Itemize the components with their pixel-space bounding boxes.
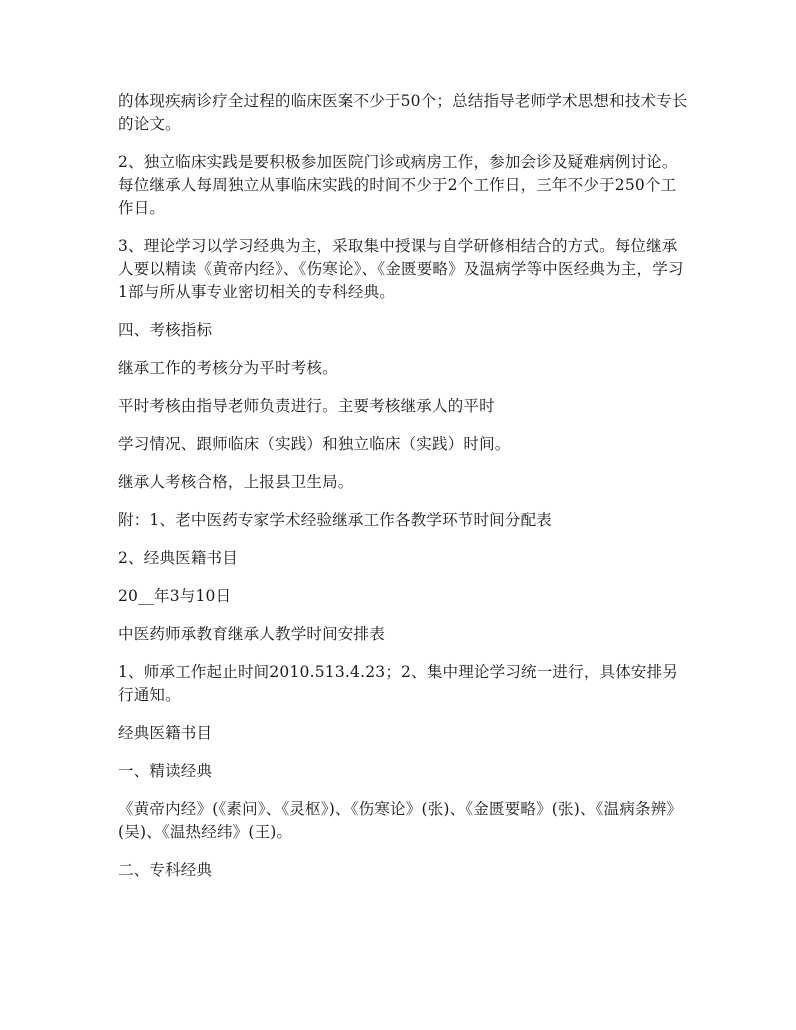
paragraph-case-records: 的体现疾病诊疗全过程的临床医案不少于50个；总结指导老师学术思想和技术专长的论文。 bbox=[118, 92, 688, 133]
paragraph-independent-practice: 2、独立临床实践是要积极参加医院门诊或病房工作，参加会诊及疑难病例讨论。每位继承人每周独立从事临床实践的时间不少于2个工作日，三年不少于250个工作日。 bbox=[118, 153, 678, 217]
paragraph-theory-study: 3、理论学习以学习经典为主，采取集中授课与自学研修相结合的方式。每位继承人要以精读《黄帝内经》、《伤寒论》、《金匮要略》及温病学等中医经典为主，学习1部与所从事专业密切相关的专科经典。 bbox=[118, 237, 684, 301]
paragraph-assessment-content: 学习情况、跟师临床（实践）和独立临床（实践）时间。 bbox=[118, 435, 511, 453]
paragraph-assessment-responsible: 平时考核由指导老师负责进行。主要考核继承人的平时 bbox=[118, 397, 495, 415]
document-date: 20__年3与10日 bbox=[118, 587, 232, 605]
paragraph-classic-list: 《黄帝内经》(《素问》、《灵枢》)、《伤寒论》(张)、《金匮要略》(张)、《温病条辨》(吴)、《温热经纬》(王)。 bbox=[118, 800, 683, 841]
document-body bbox=[118, 90, 690, 897]
paragraph-assessment-type: 继承工作的考核分为平时考核。 bbox=[118, 359, 338, 377]
schedule-title: 中医药师承教育继承人教学时间安排表 bbox=[118, 625, 385, 643]
section-heading-assessment: 四、考核指标 bbox=[118, 321, 213, 339]
attachment-item-1: 附：1、老中医药专家学术经验继承工作各教学环节时间分配表 bbox=[118, 511, 552, 529]
paragraph-schedule-details: 1、师承工作起止时间2010.513.4.23；2、集中理论学习统一进行，具体安排另行通知。 bbox=[118, 663, 679, 704]
attachment-item-2: 2、经典医籍书目 bbox=[118, 549, 238, 567]
booklist-title: 经典医籍书目 bbox=[118, 724, 213, 742]
section-heading-specialty-classics: 二、专科经典 bbox=[118, 861, 213, 879]
paragraph-assessment-report: 继承人考核合格，上报县卫生局。 bbox=[118, 473, 354, 491]
section-heading-intensive-reading: 一、精读经典 bbox=[118, 762, 213, 780]
